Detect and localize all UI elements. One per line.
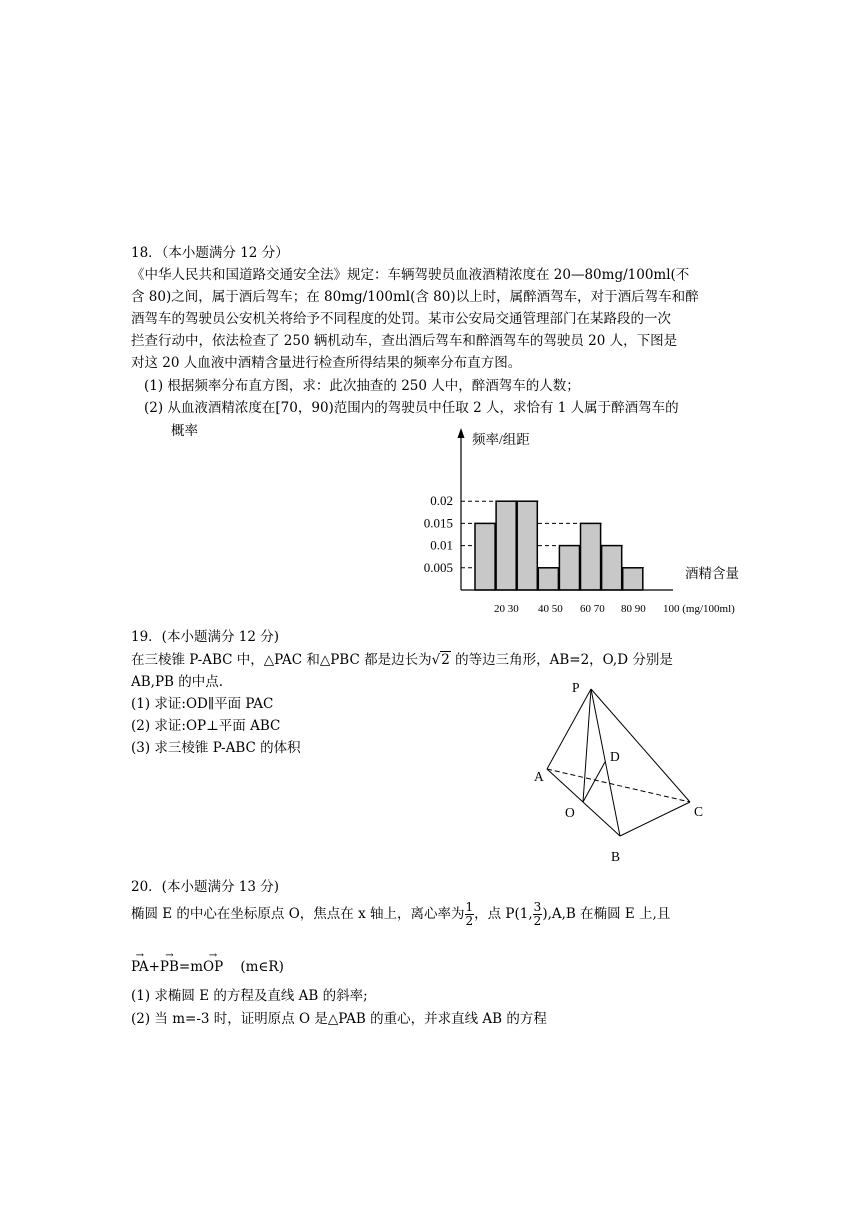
ecc-denominator: 2 xyxy=(465,914,474,928)
py-denominator: 2 xyxy=(533,914,542,928)
sqrt-symbol: √ xyxy=(431,652,441,668)
y-axis-arrow xyxy=(458,428,465,438)
q18-text-line-2: 含 80)之间，属于酒后驾车；在 80mg/100ml(含 80)以上时，属醉酒驾车，对于酒后驾车和醉 xyxy=(131,289,699,305)
q18-sub-1: (1) 根据频率分布直方图，求：此次抽查的 250 人中，醉酒驾车的人数； xyxy=(144,378,580,394)
label-D: D xyxy=(610,749,620,764)
x-tick-label-3: 60 70 xyxy=(580,603,605,615)
q20-sub-1: (1) 求椭圆 E 的方程及直线 AB 的斜率; xyxy=(131,988,368,1004)
label-O: O xyxy=(565,805,575,820)
q20-sub-2: (2) 当 m=-3 时，证明原点 O 是△PAB 的重心，并求直线 AB 的方程 xyxy=(131,1011,547,1027)
q18-sub-2: (2) 从血液酒精浓度在[70，90)范围内的驾驶员中任取 2 人，求恰有 1 人属于醉酒驾车的 xyxy=(144,400,679,416)
histogram-bar xyxy=(559,546,579,590)
q19-text-b: 的等边三角形，AB=2，O,D 分别是 xyxy=(450,652,673,668)
histogram-bar xyxy=(581,523,601,590)
label-C: C xyxy=(694,804,704,819)
q20-text-line-1 xyxy=(131,899,670,929)
label-P: P xyxy=(572,680,580,695)
q20-text-a: 椭圆 E 的中心在坐标原点 O，焦点在 x 轴上，离心率为 xyxy=(131,906,465,922)
q18-text-line-4: 拦查行动中，依法检查了 250 辆机动车，查出酒后驾车和醉酒驾车的驾驶员 20 人，下图是 xyxy=(131,333,678,349)
q19-text-a: 在三棱锥 P-ABC 中，△PAC 和△PBC 都是边长为 xyxy=(131,652,432,668)
py-numerator: 3 xyxy=(533,900,542,914)
q20-text-b: ，点 P(1, xyxy=(474,906,533,922)
histogram-bar xyxy=(538,568,558,590)
q18-text-line-5: 对这 20 人血液中酒精含量进行检查所得结果的频率分布直方图。 xyxy=(131,355,522,371)
histogram-bar xyxy=(517,501,537,590)
eccentricity-fraction xyxy=(465,901,475,928)
equals-m: =m xyxy=(178,959,204,975)
q18-text-line-1: 《中华人民共和国道路交通安全法》规定：车辆驾驶员血液酒精浓度在 20—80mg/100ml(不 xyxy=(131,267,690,283)
histogram-bar xyxy=(602,546,622,590)
q18-text-line-3: 酒驾车的驾驶员公安机关将给予不同程度的处罚。某市公安局交通管理部门在某路段的一次 xyxy=(131,311,671,327)
histogram-bar xyxy=(623,568,643,590)
x-axis-label: 酒精含量 xyxy=(685,566,739,581)
q19-header: 19．(本小题满分 12 分) xyxy=(131,629,279,645)
x-tick-label-4: 80 90 xyxy=(621,603,646,615)
histogram-bar xyxy=(496,501,516,590)
x-tick-label-1: 20 30 xyxy=(494,603,519,615)
point-y-fraction xyxy=(533,901,543,928)
m-condition: (m∈R) xyxy=(223,959,284,975)
plus-sign: + xyxy=(148,959,160,975)
sqrt-radicand: 2 xyxy=(441,652,450,668)
label-A: A xyxy=(534,769,544,784)
y-tick-label: 0.01 xyxy=(430,537,453,553)
q20-text-c: ),A,B 在椭圆 E 上,且 xyxy=(542,906,671,922)
x-tick-label-5: 100 (mg/100ml) xyxy=(663,603,735,615)
y-tick-label: 0.02 xyxy=(430,493,453,509)
q18-sub-2-cont: 概率 xyxy=(171,423,198,439)
edge-BC xyxy=(620,802,690,836)
q20-vector-equation xyxy=(131,957,284,977)
x-tick-label-2: 40 50 xyxy=(538,603,563,615)
q19-sub-3: (3) 求三棱锥 P-ABC 的体积 xyxy=(131,740,301,756)
label-B: B xyxy=(611,849,621,864)
q18-header: 18．（本小题满分 12 分） xyxy=(131,245,289,261)
q19-text-line-2: AB,PB 的中点. xyxy=(131,674,224,690)
edge-PA xyxy=(547,689,591,769)
y-tick-label: 0.005 xyxy=(423,559,453,575)
ecc-numerator: 1 xyxy=(465,900,474,914)
segment-PO xyxy=(583,689,591,802)
q20-header: 20．(本小题满分 13 分) xyxy=(131,879,279,895)
vector-OP: → OP xyxy=(203,957,223,977)
y-tick-label: 0.015 xyxy=(423,515,453,531)
frequency-histogram xyxy=(400,420,780,620)
q19-sub-1: (1) 求证:OD∥平面 PAC xyxy=(131,696,274,712)
edge-AC-hidden xyxy=(547,769,690,802)
q19-text-line-1 xyxy=(131,650,673,670)
pyramid-figure xyxy=(520,672,720,872)
histogram-bar xyxy=(475,523,495,590)
q19-sub-2: (2) 求证:OP⊥平面 ABC xyxy=(131,718,281,734)
y-axis-label: 频率/组距 xyxy=(472,432,530,447)
edge-PC xyxy=(591,689,690,802)
vector-PB: → PB xyxy=(160,957,179,977)
vector-PA: → PA xyxy=(131,957,149,977)
